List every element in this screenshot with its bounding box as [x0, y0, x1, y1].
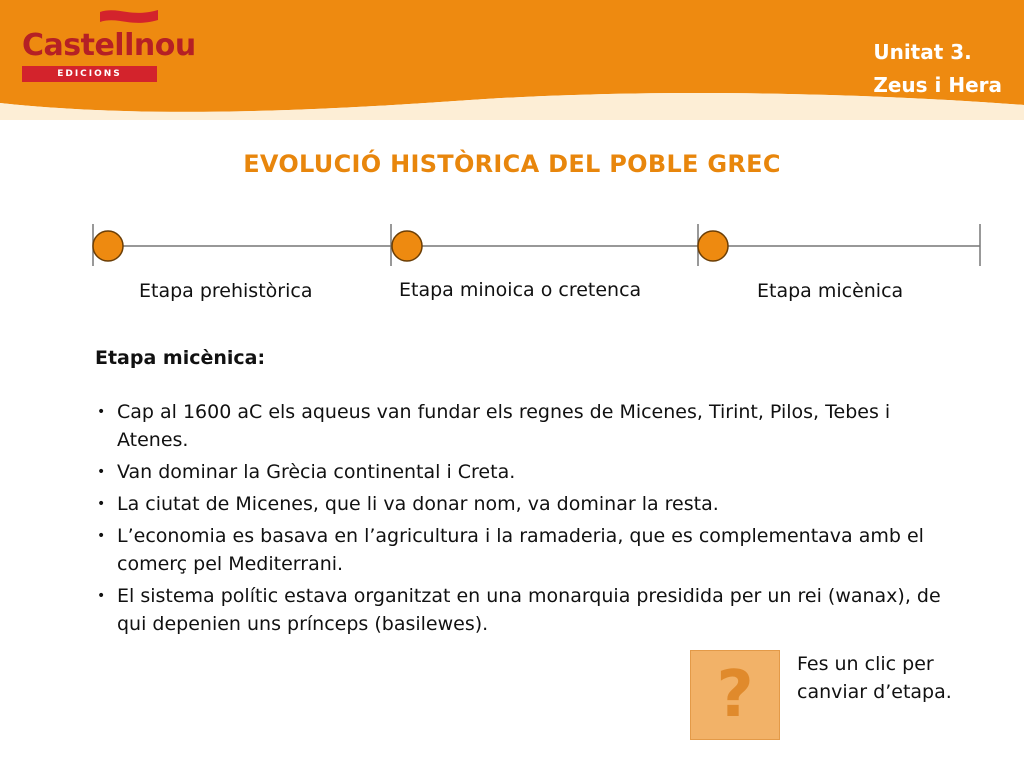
list-item: • La ciutat de Micenes, que li va donar nom, va dominar la resta. [95, 490, 965, 518]
change-stage-button[interactable] [690, 650, 780, 740]
timeline [90, 220, 990, 280]
stage-marker-minoan[interactable] [392, 231, 422, 261]
list-item: • Van dominar la Grècia continental i Creta. [95, 458, 965, 486]
stage-label-mycenaean[interactable]: Etapa micènica [757, 280, 904, 302]
stage-label-minoan[interactable]: Etapa minoica o cretenca [399, 279, 642, 301]
logo-sub: EDICIONS [22, 66, 157, 82]
help-text: Fes un clic per canviar d’etapa. [797, 653, 952, 703]
unit-name: Zeus i Hera [873, 73, 1002, 97]
logo-brand: Castellnou [22, 28, 196, 63]
section-heading: Etapa micènica: [95, 347, 266, 369]
list-item: • L’economia es basava en l’agricultura i la ramaderia, que es complementava amb el comerç pel Mediterrani. [95, 522, 965, 578]
question-icon: ? [716, 658, 754, 732]
bullet-list [95, 398, 965, 638]
unit-number: Unitat 3. [873, 40, 972, 64]
stage-content [95, 344, 965, 642]
castellnou-logo [22, 10, 196, 79]
stage-label-prehistoric[interactable]: Etapa prehistòrica [139, 280, 313, 302]
list-item: • Cap al 1600 aC els aqueus van fundar els regnes de Micenes, Tirint, Pilos, Tebes i Atenes. [95, 398, 965, 454]
stage-marker-mycenaean[interactable] [698, 231, 728, 261]
list-item: • El sistema polític estava organitzat en una monarquia presidida per un rei (wanax), de qui depenien uns prínceps (basilewes). [95, 582, 965, 638]
page-title: EVOLUCIÓ HISTÒRICA DEL POBLE GREC [243, 150, 781, 178]
stage-marker-prehistoric[interactable] [93, 231, 123, 261]
unit-title [873, 36, 1002, 102]
